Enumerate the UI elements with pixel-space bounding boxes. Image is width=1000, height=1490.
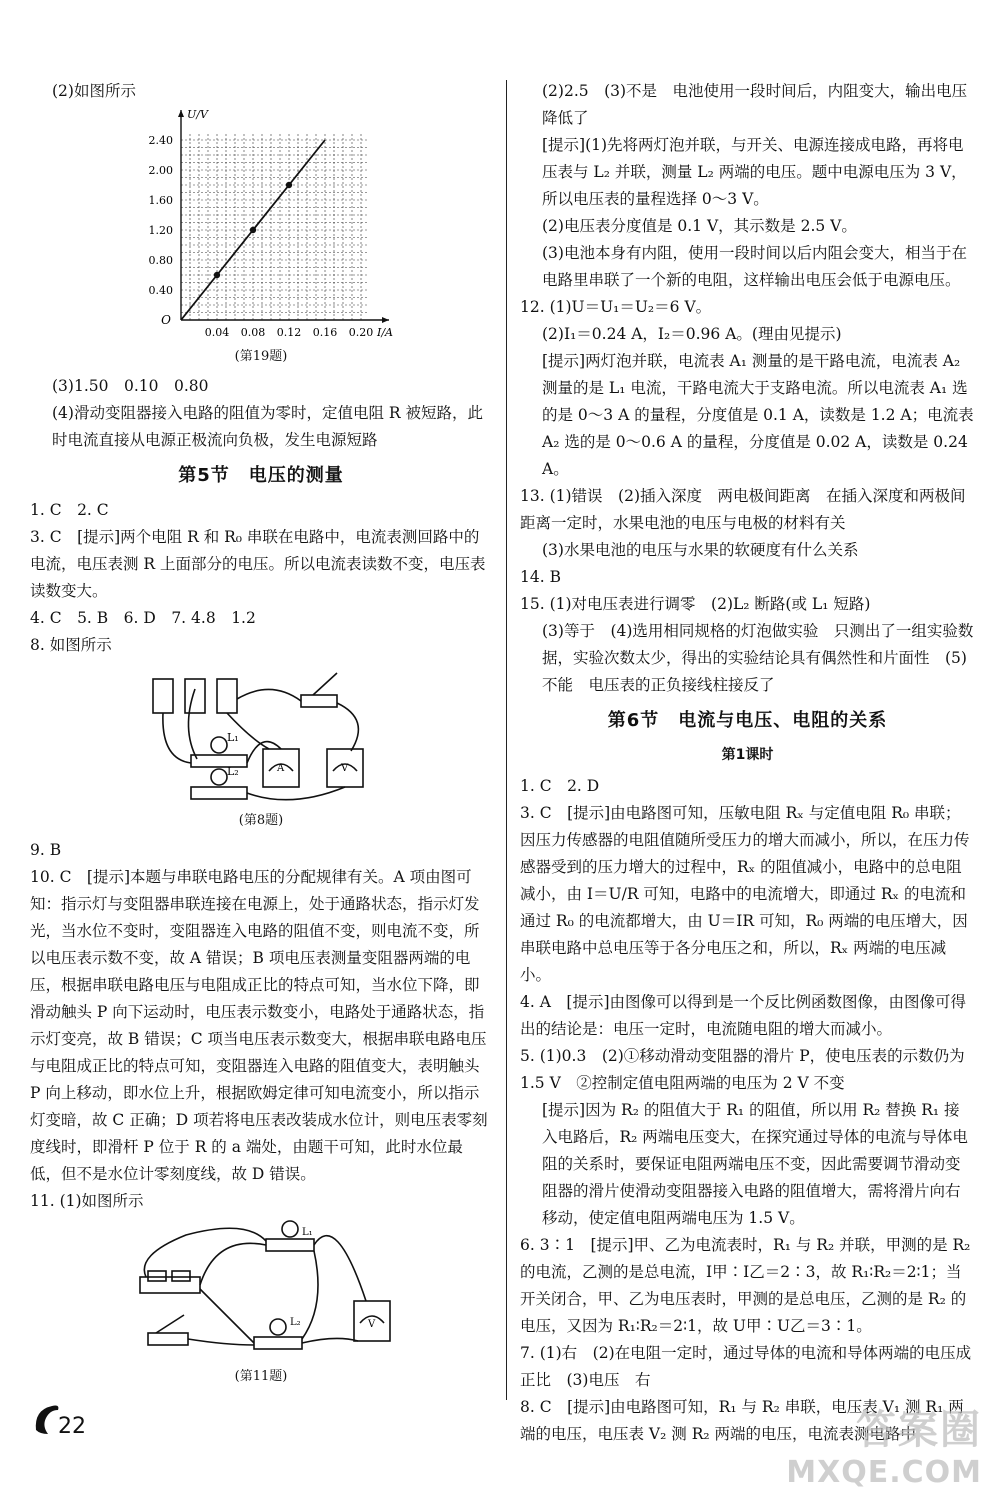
- battery-cell: [185, 679, 205, 713]
- x-axis-label: I/A: [377, 326, 393, 339]
- x-tick-label: 0.08: [240, 326, 266, 339]
- x-tick-label: 0.20: [348, 326, 374, 339]
- chart-caption: (第19题): [234, 349, 288, 364]
- s6-q7: 7. (1)右 (2)在电阻一定时，通过导体的电流和导体两端的电压成正比 (3)电压 右: [520, 1344, 972, 1389]
- section5-title: 第5节 电压的测量: [178, 465, 344, 486]
- data-point: [250, 227, 256, 233]
- q14: 14. B: [520, 568, 561, 586]
- svg-text:L₂: L₂: [290, 1317, 301, 1328]
- y-tick-label: 0.80: [148, 254, 173, 267]
- right-column: [520, 78, 975, 1448]
- s6-q8: 8. C [提示]由电路图可知，R₁ 与 R₂ 串联，电压表 V₁ 测 R₁ 两端的电压，电压表 V₂ 测 R₂ 两端的电压，电流表测电路中: [520, 1398, 964, 1443]
- battery-cell: [217, 679, 237, 713]
- y-tick-label: 2.40: [148, 134, 173, 147]
- q11-tip1: [提示](1)先将两灯泡并联，与开关、电源连接成电路，再将电压表与 L₂ 并联，测量 L₂ 两端的电压。题中电源电压为 3 V，所以电压表的量程选择 0～3 V。: [542, 136, 967, 208]
- q15-part3: (3)等于 (4)选用相同规格的灯泡做实验 只测出了一组实验数据，实验次数太少，得出的实验结论具有偶然性和片面性 (5)不能 电压表的正负接线柱接反了: [542, 622, 974, 694]
- s6-q4: 4. A [提示]由图像可以得到是一个反比例函数图像，由图像可得出的结论是：电压一定时，电流随电阻的增大而减小。: [520, 993, 967, 1038]
- q19-part4: (4)滑动变阻器接入电路的阻值为零时，定值电阻 R 被短路，此时电流直接从电源正极流向负极，发生电源短路: [52, 404, 483, 449]
- y-tick-label: 0.40: [148, 284, 173, 297]
- x-axis-arrow: [382, 317, 389, 323]
- s6-q3: 3. C [提示]由电路图可知，压敏电阻 Rₓ 与定值电阻 R₀ 串联；因压力传感器的电阻值随所受压力的增大而减小，所以，在压力传感器受到的压力增大的过程中，Rₓ 的阻值减小，电路中的总电阻减小，由 I＝U/R 可知，电路中的电流增大，即通过 Rₓ 的电流和通过 R₀ 的电流都增大，由 U＝IR 可知，R₀ 两端的电压增大，因串联电路中总电压等于各分电压之和，所以，Rₓ 两端的电压减小。: [520, 804, 970, 984]
- y-tick-label: 1.60: [148, 194, 173, 207]
- q13-part3: (3)水果电池的电压与水果的软硬度有什么关系: [542, 541, 859, 559]
- x-tick-label: 0.16: [312, 326, 338, 339]
- q11-tip3: (3)电池本身有内阻，使用一段时间以后内阻会变大，相当于在电路里串联了一个新的电阻，这样输出电压会低于电源电压。: [542, 244, 967, 289]
- section6-title: 第6节 电流与电压、电阻的关系: [607, 710, 888, 731]
- q12-part1: 12. (1)U＝U₁＝U₂＝6 V。: [520, 298, 712, 316]
- column-divider: [506, 80, 507, 1400]
- lesson1-title: 第1课时: [721, 747, 774, 763]
- s5-q11: 11. (1)如图所示: [30, 1192, 144, 1210]
- data-point: [286, 182, 292, 188]
- y-axis-label: U/V: [187, 108, 208, 121]
- s5-q4: 4. C 5. B 6. D 7. 4.8 1.2: [30, 609, 256, 627]
- x-tick-label: 0.12: [276, 326, 302, 339]
- watermark-line2: MXQE.COM: [786, 1455, 982, 1490]
- q12-part2: (2)I₁＝0.24 A，I₂＝0.96 A。(理由见提示): [542, 325, 842, 343]
- s6-q6: 6. 3∶1 [提示]甲、乙为电流表时，R₁ 与 R₂ 并联，甲测的是 R₂ 的电流，乙测的是总电流，I甲∶I乙＝2∶3，故 R₁∶R₂＝2∶1；当开关闭合，甲、乙为电压表时，甲测的是总电压，乙测的是 R₂ 的电压，又因为 R₁∶R₂＝2∶1，故 U甲∶U乙＝3∶1。: [520, 1236, 971, 1335]
- q12-tip: [提示]两灯泡并联，电流表 A₁ 测量的是干路电流，电流表 A₂ 测量的是 L₁ 电流，干路电流大于支路电流。所以电流表 A₁ 选的是 0～3 A 的量程，分度值是 0.1 A，读数是 1.2 A；电流表 A₂ 选的是 0～0.6 A 的量程，分度值是 0.02 A，读数是 0.24 A。: [542, 352, 974, 478]
- circuit-diagram-q11: [126, 1215, 396, 1365]
- svg-text:L₁: L₁: [227, 731, 239, 744]
- s5-q9: 9. B: [30, 841, 62, 859]
- origin-label: O: [161, 313, 171, 327]
- svg-text:V: V: [341, 763, 349, 774]
- q13-part1: 13. (1)错误 (2)插入深度 两电极间距离 在插入深度和两极间距离一定时，水果电池的电压与电极的材料有关: [520, 487, 966, 532]
- battery-cell: [153, 679, 173, 713]
- q19-part2: (2)如图所示: [52, 82, 136, 100]
- q19-part3: (3)1.50 0.10 0.80: [52, 377, 209, 395]
- page-number: 22: [58, 1414, 86, 1439]
- q15-part1: 15. (1)对电压表进行调零 (2)L₂ 断路(或 L₁ 短路): [520, 595, 871, 613]
- battery-box: [140, 1277, 200, 1293]
- y-tick-label: 1.20: [148, 224, 173, 237]
- watermark: [786, 1398, 982, 1490]
- s5-q3: 3. C [提示]两个电阻 R 和 R₀ 串联在电路中，电流表测回路中的电流，电压表测 R 上面部分的电压。所以电流表读数不变，电压表读数变大。: [30, 528, 486, 600]
- s6-q5-tip: [提示]因为 R₂ 的阻值大于 R₁ 的阻值，所以用 R₂ 替换 R₁ 接入电路后，R₂ 两端电压变大，在探究通过导体的电流与导体电阻的关系时，要保证电阻两端电压不变，因此需要调节滑动变阻器的滑片使滑动变阻器接入电路的阻值增大，需将滑片向右移动，使定值电阻两端电压为 1.5 V。: [542, 1101, 968, 1227]
- y-axis-arrow: [178, 110, 184, 117]
- fig8-caption: (第8题): [238, 813, 284, 828]
- svg-text:L₂: L₂: [227, 765, 239, 778]
- q11-part2: (2)2.5 (3)不是 电池使用一段时间后，内阻变大，输出电压降低了: [542, 82, 968, 127]
- y-tick-label: 2.00: [148, 164, 173, 177]
- s5-q10: 10. C [提示]本题与串联电路电压的分配规律有关。A 项由图可知：指示灯与变阻器串联连接在电源上，处于通路状态，指示灯发光，当水位不变时，变阻器连入电路的阻值不变，则电流不变，所以电压表示数不变，故 A 错误；B 项电压表测量变阻器两端的电压，根据串联电路电压与电阻成正比的特点可知，当水位下降，即滑动触头 P 向下运动时，电压表示数变小，电路处于通路状态，指示灯变亮，故 B 错误；C 项当电压表示数变大，根据串联电路电压与电阻成正比的特点可知，变阻器连入电路的阻值变大，表明触头 P 向上移动，即水位上升，根据欧姆定律可知电流变小，所以指示灯变暗，故 C 正确；D 项若将电压表改装成水位计，则电压表零刻度线时，即滑杆 P 位于 R 的 a 端处，由题干可知，此时水位最低，但不是水位计零刻度线，故 D 错误。: [30, 868, 488, 1183]
- x-tick-label: 0.04: [204, 326, 230, 339]
- s5-q1: 1. C 2. C: [30, 501, 109, 519]
- svg-text:A: A: [277, 763, 285, 774]
- s6-q5: 5. (1)0.3 (2)①移动滑动变阻器的滑片 P，使电压表的示数仍为 1.5 V ②控制定值电阻两端的电压为 2 V 不变: [520, 1047, 965, 1092]
- svg-text:V: V: [368, 1319, 376, 1330]
- watermark-line1: 答案圈: [856, 1407, 982, 1453]
- s6-q1: 1. C 2. D: [520, 777, 600, 795]
- u-i-chart: [121, 105, 401, 345]
- left-column: [30, 78, 492, 1393]
- circuit-diagram-q8: [141, 659, 381, 809]
- data-point: [214, 272, 220, 278]
- fig11-caption: (第11题): [234, 1369, 288, 1384]
- s5-q8: 8. 如图所示: [30, 636, 112, 654]
- q11-tip2: (2)电压表分度值是 0.1 V，其示数是 2.5 V。: [542, 217, 857, 235]
- svg-text:L₁: L₁: [302, 1227, 313, 1238]
